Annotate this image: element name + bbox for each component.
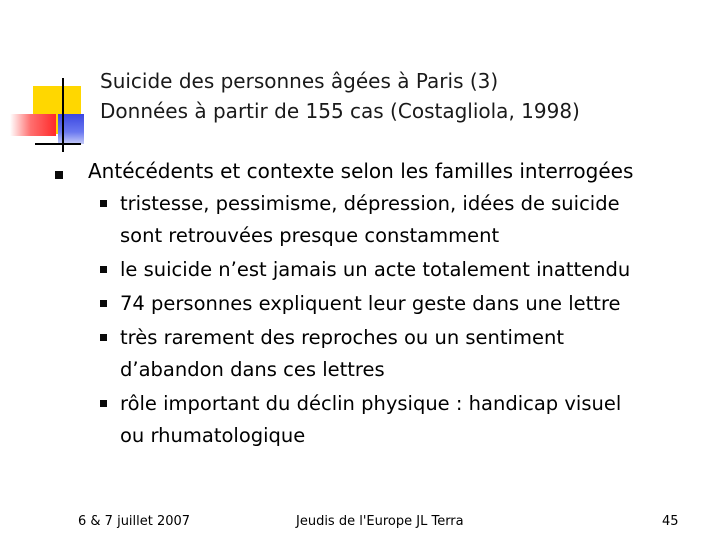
bullet-square-icon [55, 171, 63, 179]
bullet-square-icon [100, 300, 107, 307]
bullet-list [100, 188, 690, 454]
bullet-square-icon [100, 334, 107, 341]
slide-title-line-1: Suicide des personnes âgées à Paris (3) [100, 69, 499, 93]
page-number: 45 [662, 514, 679, 529]
logo-horizontal-line [35, 143, 81, 145]
list-item-line-1: le suicide n’est jamais un acte totalement inattendu [120, 258, 631, 281]
logo-red-bar [10, 114, 56, 136]
list-item-line-2: ou rhumatologique [120, 424, 306, 447]
list-item-line-2: sont retrouvées presque constamment [120, 224, 500, 247]
slide-title-line-2: Données à partir de 155 cas (Costagliola, 1998) [100, 99, 580, 123]
list-item-line-1: très rarement des reproches ou un sentiment [120, 326, 564, 349]
list-item [100, 388, 690, 452]
list-item [100, 288, 690, 320]
slide-title [100, 66, 580, 126]
footer-title: Jeudis de l'Europe JL Terra [296, 514, 464, 529]
bullet-square-icon [100, 400, 107, 407]
logo-graphic [0, 0, 110, 160]
logo-vertical-line [62, 78, 64, 152]
list-item [100, 322, 690, 386]
list-item [100, 188, 690, 252]
content-heading: Antécédents et contexte selon les familles interrogées [88, 159, 634, 183]
list-item [100, 254, 690, 286]
footer-date: 6 & 7 juillet 2007 [78, 514, 191, 529]
bullet-square-icon [100, 266, 107, 273]
bullet-square-icon [100, 200, 107, 207]
list-item-line-1: rôle important du déclin physique : handicap visuel [120, 392, 622, 415]
list-item-line-1: tristesse, pessimisme, dépression, idées de suicide [120, 192, 620, 215]
list-item-line-1: 74 personnes expliquent leur geste dans une lettre [120, 292, 621, 315]
list-item-line-2: d’abandon dans ces lettres [120, 358, 385, 381]
